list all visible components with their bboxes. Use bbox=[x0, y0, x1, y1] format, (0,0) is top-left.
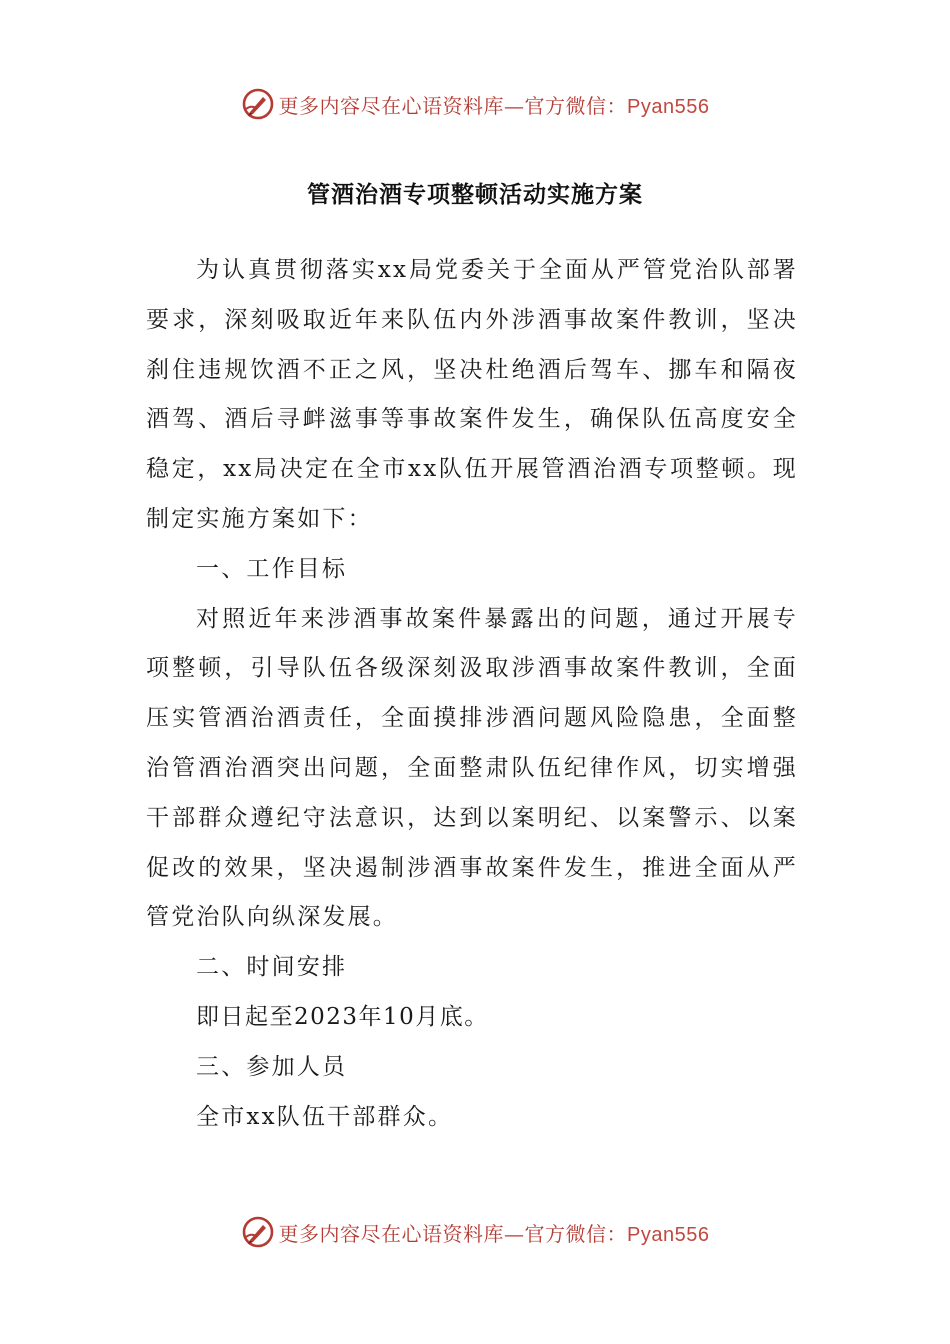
footer-banner-label: 更多内容尽在心语资料库—官方微信： bbox=[278, 1221, 628, 1246]
footer-banner-text bbox=[279, 1218, 710, 1247]
pen-logo-icon bbox=[241, 1215, 275, 1249]
intro-paragraph: 为认真贯彻落实xx局党委关于全面从严管党治队部署要求，深刻吸取近年来队伍内外涉酒事故案件教训，坚决刹住违规饮酒不正之风，坚决杜绝酒后驾车、挪车和隔夜酒驾、酒后寻衅滋事等事故案件发生，确保队伍高度安全稳定，xx局决定在全市xx队伍开展管酒治酒专项整顿。现制定实施方案如下： bbox=[146, 257, 798, 532]
header-banner-text bbox=[279, 90, 710, 119]
schedule-paragraph: 即日起至2023年10月底。 bbox=[196, 1003, 489, 1030]
participants-paragraph: 全市xx队伍干部群众。 bbox=[196, 1103, 454, 1130]
pen-logo-icon bbox=[241, 87, 275, 121]
header-banner bbox=[0, 84, 950, 124]
section-heading-schedule: 二、时间安排 bbox=[196, 954, 348, 981]
document-title: 管酒治酒专项整顿活动实施方案 bbox=[307, 181, 643, 208]
header-wechat-id: Pyan556 bbox=[627, 95, 710, 118]
section-heading-participants: 三、参加人员 bbox=[196, 1053, 348, 1080]
goals-paragraph: 对照近年来涉酒事故案件暴露出的问题，通过开展专项整顿，引导队伍各级深刻汲取涉酒事故案件教训，全面压实管酒治酒责任，全面摸排涉酒问题风险隐患，全面整治管酒治酒突出问题，全面整肃队伍纪律作风，切实增强干部群众遵纪守法意识，达到以案明纪、以案警示、以案促改的效果，坚决遏制涉酒事故案件发生，推进全面从严管党治队向纵深发展。 bbox=[146, 605, 798, 931]
footer-banner bbox=[0, 1212, 950, 1252]
section-heading-goals: 一、工作目标 bbox=[196, 555, 348, 582]
header-banner-label: 更多内容尽在心语资料库—官方微信： bbox=[278, 93, 628, 118]
document-body bbox=[146, 246, 798, 1142]
footer-wechat-id: Pyan556 bbox=[627, 1223, 710, 1246]
